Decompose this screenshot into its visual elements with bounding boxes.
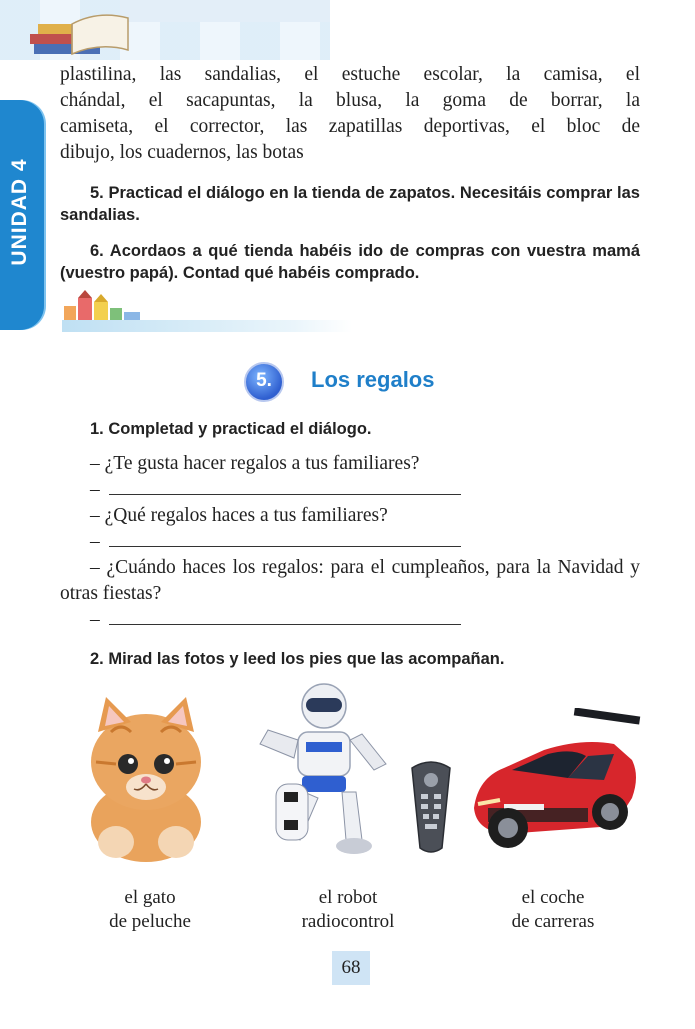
remote-control-icon — [408, 758, 454, 856]
task-1-heading: 1. Completad y practicad el diálogo. — [90, 420, 372, 438]
caption-line: el gato — [124, 887, 176, 908]
books-icon — [28, 4, 138, 60]
dialogue-answer-line — [90, 607, 640, 633]
dialogue-answer-line — [90, 529, 640, 555]
unit-label: UNIDAD 4 — [8, 158, 31, 266]
dialogue-dash: – — [90, 531, 105, 552]
task-6-instruction: 6. Acordaos a qué tienda habéis ido de compras con vuestra mamá (vuestro papá). Contad qué habéis comprado. — [60, 242, 640, 282]
vocab-line: plastilina, las sandalias, el estuche escolar, la camisa, el — [60, 64, 640, 85]
task-2-heading: 2. Mirad las fotos y leed los pies que las acompañan. — [90, 650, 505, 668]
dialogue-dash: – — [90, 609, 105, 630]
page-number: 68 — [332, 951, 370, 985]
plush-cat-icon — [76, 692, 216, 867]
dialogue-line: – ¿Cuándo haces los regalos: para el cumpleaños, para la Navidad y otras fiestas? — [60, 557, 640, 604]
robot-icon — [254, 680, 404, 870]
task-5-instruction: 5. Practicad el diálogo en la tienda de zapatos. Necesitáis comprar las sandalias. — [60, 184, 640, 224]
photo-caption — [70, 886, 230, 934]
caption-line: radiocontrol — [301, 911, 395, 932]
vocab-paragraph — [60, 62, 640, 166]
section-divider — [62, 320, 352, 332]
answer-blank[interactable] — [109, 608, 461, 625]
vocab-line: chándal, el sacapuntas, la blusa, la goma de borrar, la — [60, 90, 640, 111]
caption-line: el coche — [521, 887, 585, 908]
dialogue-dash: – — [90, 479, 105, 500]
header-decoration-strip — [120, 0, 330, 22]
vocab-line: dibujo, los cuadernos, las botas — [60, 142, 304, 163]
section-title: Los regalos — [311, 367, 435, 392]
answer-blank[interactable] — [109, 530, 461, 547]
caption-line: de peluche — [109, 911, 191, 932]
photo-caption — [268, 886, 428, 934]
photo-caption — [473, 886, 633, 934]
dialogue-line: – ¿Qué regalos haces a tus familiares? — [90, 505, 388, 526]
section-number-badge: 5. — [244, 362, 284, 402]
caption-line: el robot — [318, 887, 378, 908]
dialogue-line: – ¿Te gusta hacer regalos a tus familiares? — [90, 453, 420, 474]
answer-blank[interactable] — [109, 478, 461, 495]
race-car-icon — [464, 708, 644, 854]
dialogue-answer-line — [90, 477, 640, 503]
vocab-line: camiseta, el corrector, las zapatillas deportivas, el bloc de — [60, 116, 640, 137]
caption-line: de carreras — [511, 911, 595, 932]
